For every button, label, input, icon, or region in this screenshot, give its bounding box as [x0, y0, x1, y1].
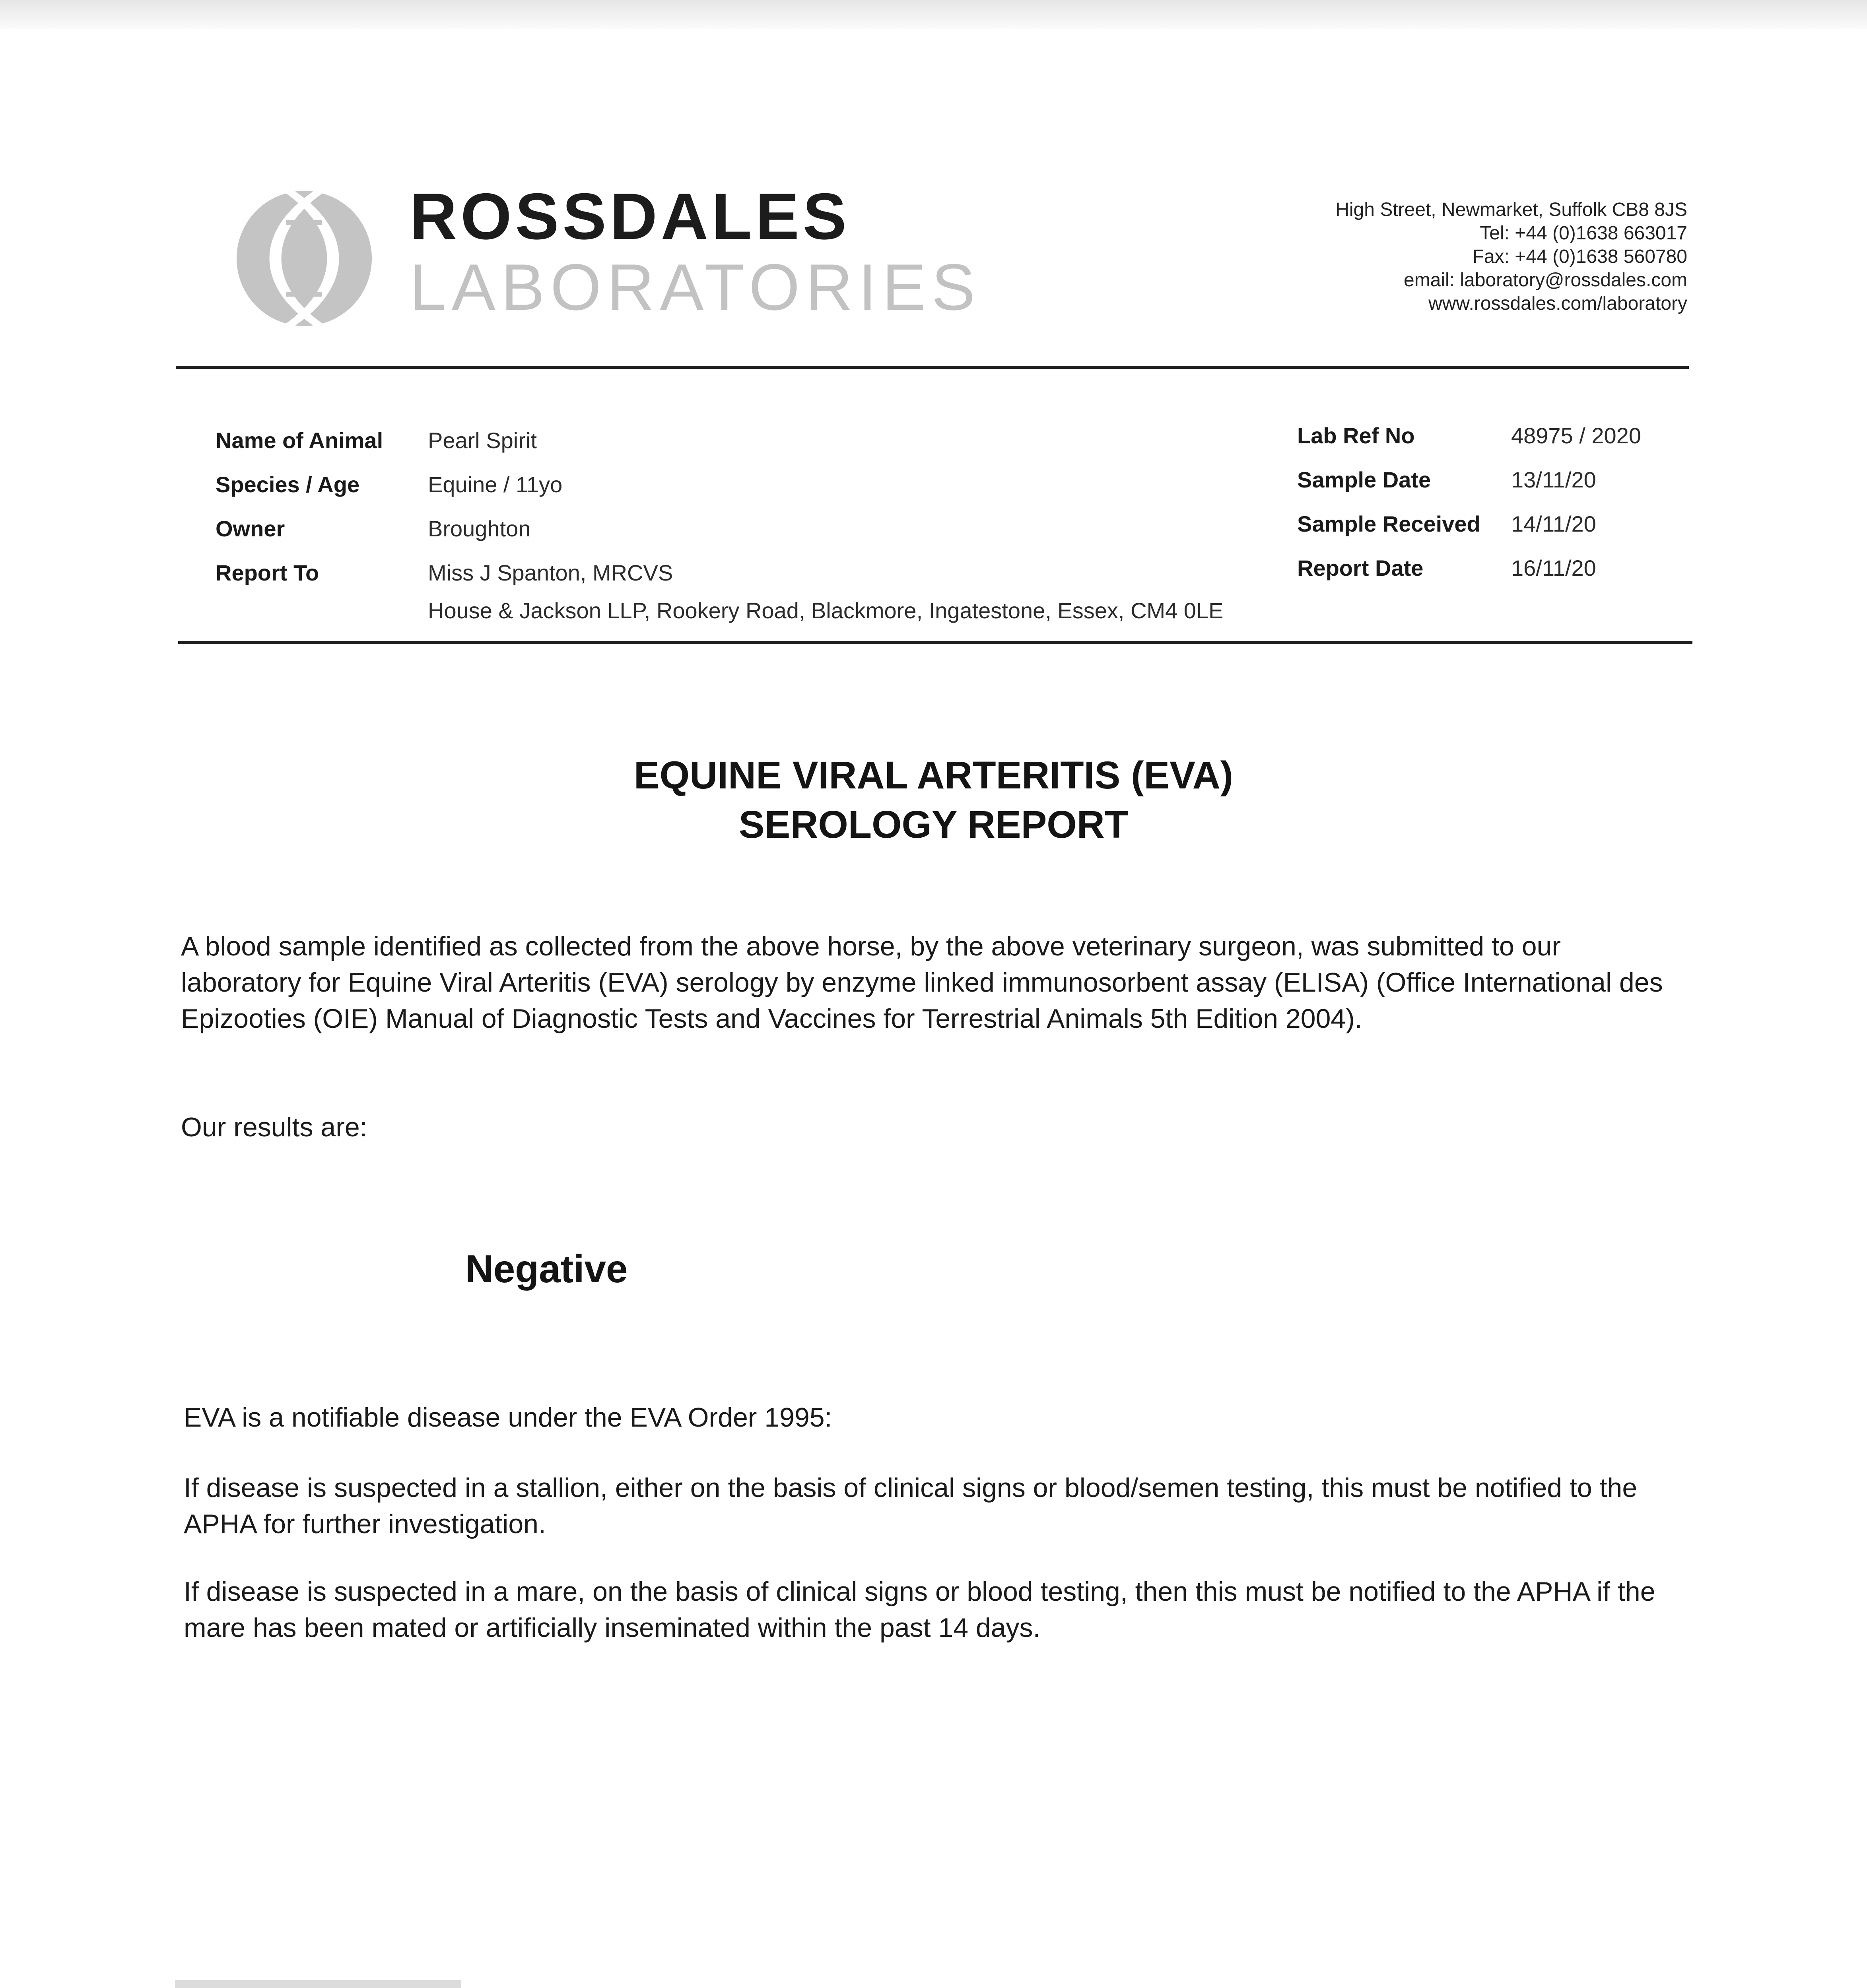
stallion-notice: If disease is suspected in a stallion, either on the basis of clinical signs or blood/semen testing, this must be notified to the APHA for further investigation.: [184, 1473, 1638, 1539]
label-report-date: Report Date: [1297, 555, 1424, 580]
mare-notice: If disease is suspected in a mare, on the basis of clinical signs or blood testing, then this must be notified to the APHA if the mare has been mated or artificially inseminated within the past 14 days.: [184, 1576, 1655, 1643]
scan-top-shadow: [0, 0, 1867, 29]
scan-bottom-edge: [175, 1980, 461, 1988]
value-sample-received: 14/11/20: [1511, 511, 1596, 536]
lab-fax: Fax: +44 (0)1638 560780: [1472, 246, 1687, 267]
intro-paragraph: A blood sample identified as collected from the above horse, by the above veterinary surgeon, was submitted to our laboratory for Equine Viral Arteritis (EVA) serology by enzyme linked immunosorbent assay (ELISA) (Office International des Epizooties (OIE) Manual of Diagnostic Tests and Vaccines for Terrestrial Animals 5th Edition 2004).: [181, 931, 1663, 1034]
notifiable-heading: EVA is a notifiable disease under the EVA Order 1995:: [184, 1402, 832, 1433]
value-report-to: Miss J Spanton, MRCVS: [428, 560, 673, 585]
lab-contact-block: [1335, 198, 1687, 315]
lab-email: email: laboratory@rossdales.com: [1404, 270, 1687, 291]
lab-address: High Street, Newmarket, Suffolk CB8 8JS: [1335, 199, 1687, 220]
results-intro: Our results are:: [181, 1112, 367, 1142]
label-sample-date: Sample Date: [1297, 467, 1431, 492]
value-name-of-animal: Pearl Spirit: [428, 428, 537, 453]
label-lab-ref-no: Lab Ref No: [1297, 423, 1415, 448]
label-owner: Owner: [216, 516, 285, 541]
label-name-of-animal: Name of Animal: [216, 428, 383, 453]
dna-logo-icon: [235, 187, 378, 330]
lab-phone: Tel: +44 (0)1638 663017: [1480, 223, 1687, 244]
report-to-address: House & Jackson LLP, Rookery Road, Blackmore, Ingatestone, Essex, CM4 0LE: [428, 598, 1224, 623]
value-owner: Broughton: [428, 516, 531, 541]
value-report-date: 16/11/20: [1511, 555, 1596, 580]
lab-name-line2: LABORATORIES: [410, 250, 981, 324]
value-lab-ref-no: 48975 / 2020: [1511, 423, 1641, 448]
value-species-age: Equine / 11yo: [428, 472, 563, 497]
report-title-line1: EQUINE VIRAL ARTERITIS (EVA): [633, 753, 1234, 797]
value-sample-date: 13/11/20: [1511, 467, 1596, 492]
result-value: Negative: [465, 1247, 628, 1291]
report-title-line2: SEROLOGY REPORT: [738, 803, 1129, 846]
lab-website: www.rossdales.com/laboratory: [1428, 293, 1687, 314]
details-divider: [178, 641, 1692, 644]
label-report-to: Report To: [216, 560, 319, 585]
header-divider: [176, 366, 1689, 369]
label-species-age: Species / Age: [216, 472, 360, 497]
label-sample-received: Sample Received: [1297, 511, 1480, 536]
lab-name-line1: ROSSDALES: [410, 180, 850, 253]
